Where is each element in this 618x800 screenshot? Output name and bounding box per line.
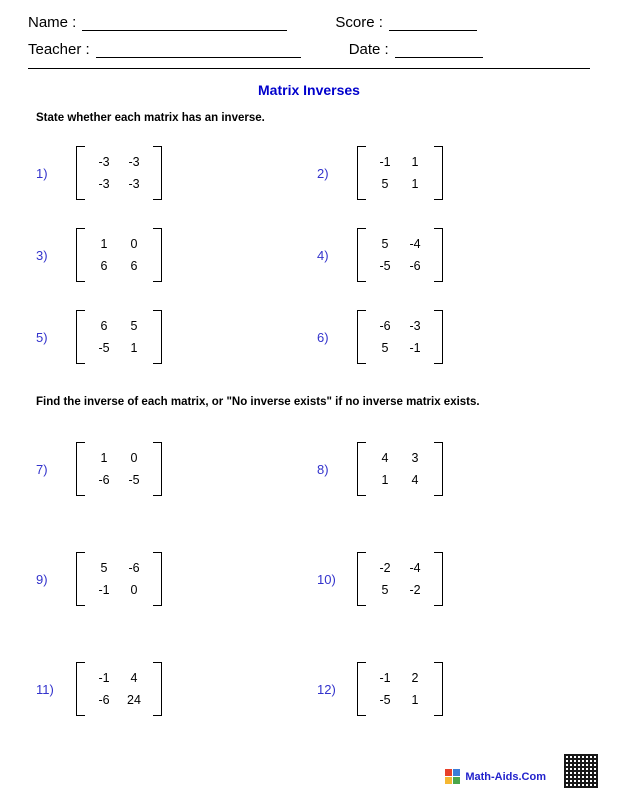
matrix-cell: -1 <box>98 583 110 597</box>
matrix <box>357 552 443 606</box>
bracket-left-icon <box>76 442 85 496</box>
matrix <box>357 310 443 364</box>
score-label: Score : <box>335 14 383 31</box>
matrix-row <box>89 233 149 255</box>
bracket-right-icon <box>434 662 443 716</box>
problem-12 <box>309 634 590 744</box>
bracket-left-icon <box>357 228 366 282</box>
bracket-right-icon <box>153 310 162 364</box>
matrix-cell: 6 <box>130 259 138 273</box>
matrix-row <box>370 469 430 491</box>
problem-number: 1) <box>36 165 48 181</box>
matrix-cell: 4 <box>381 451 389 465</box>
matrix-cell: 1 <box>130 341 138 355</box>
page-title: Matrix Inverses <box>258 82 360 98</box>
matrix-row <box>89 579 149 601</box>
matrix-cell: 5 <box>381 341 389 355</box>
problem-number: 11) <box>36 681 54 697</box>
name-label: Name : <box>28 14 77 31</box>
bracket-left-icon <box>357 442 366 496</box>
matrix-cell: 1 <box>411 177 419 191</box>
matrix-cell: 5 <box>381 237 389 251</box>
problem-9 <box>28 524 309 634</box>
problem-number: 5) <box>36 329 48 345</box>
matrix-cell: -3 <box>128 177 140 191</box>
problem-number: 10) <box>317 571 336 587</box>
matrix-body <box>366 552 434 606</box>
brand-link[interactable] <box>445 769 546 784</box>
matrix-cell: -1 <box>379 671 391 685</box>
matrix-row <box>89 255 149 277</box>
bracket-left-icon <box>357 552 366 606</box>
bracket-left-icon <box>76 552 85 606</box>
matrix-body <box>85 552 153 606</box>
matrix <box>76 442 162 496</box>
bracket-left-icon <box>357 310 366 364</box>
matrix-body <box>366 662 434 716</box>
matrix-cell: 1 <box>411 693 419 707</box>
problem-8 <box>309 414 590 524</box>
problem-number: 4) <box>317 247 329 263</box>
matrix <box>357 662 443 716</box>
matrix-cell: -1 <box>409 341 421 355</box>
matrix-body <box>366 442 434 496</box>
matrix <box>76 228 162 282</box>
math-aids-logo-icon <box>445 769 460 784</box>
name-input[interactable] <box>82 16 287 31</box>
matrix-cell: 6 <box>100 319 108 333</box>
matrix-cell: 5 <box>100 561 108 575</box>
matrix-cell: 4 <box>411 473 419 487</box>
matrix-cell: 1 <box>411 155 419 169</box>
matrix-cell: 5 <box>381 177 389 191</box>
matrix-row <box>89 667 149 689</box>
matrix-cell: 1 <box>100 451 108 465</box>
matrix-cell: -5 <box>379 259 391 273</box>
problem-1 <box>28 132 309 214</box>
matrix-cell: -6 <box>409 259 421 273</box>
bracket-right-icon <box>153 552 162 606</box>
matrix-cell: -1 <box>98 671 110 685</box>
problem-7 <box>28 414 309 524</box>
matrix-cell: -6 <box>98 473 110 487</box>
matrix-row <box>89 315 149 337</box>
matrix-cell: -4 <box>409 561 421 575</box>
qr-code-icon <box>564 754 598 788</box>
matrix-row <box>370 151 430 173</box>
matrix-body <box>85 146 153 200</box>
matrix-cell: -2 <box>409 583 421 597</box>
matrix-cell: 5 <box>130 319 138 333</box>
matrix-row <box>370 233 430 255</box>
matrix <box>76 552 162 606</box>
matrix-body <box>85 662 153 716</box>
matrix-cell: -3 <box>128 155 140 169</box>
worksheet-header <box>28 0 590 69</box>
matrix-row <box>89 557 149 579</box>
matrix-cell: -6 <box>128 561 140 575</box>
bracket-left-icon <box>76 146 85 200</box>
problem-number: 7) <box>36 461 48 477</box>
header-divider <box>28 68 590 69</box>
instructions-section-2: Find the inverse of each matrix, or "No inverse exists" if no inverse matrix exists. <box>36 396 480 408</box>
matrix-row <box>89 173 149 195</box>
problem-4 <box>309 214 590 296</box>
bracket-right-icon <box>153 662 162 716</box>
matrix <box>76 146 162 200</box>
matrix-cell: 24 <box>127 693 141 707</box>
bracket-right-icon <box>434 146 443 200</box>
bracket-left-icon <box>76 228 85 282</box>
matrix <box>76 310 162 364</box>
date-label: Date : <box>348 41 389 58</box>
matrix-cell: -6 <box>379 319 391 333</box>
matrix-row <box>370 689 430 711</box>
problem-number: 6) <box>317 329 329 345</box>
matrix-row <box>370 315 430 337</box>
problem-6 <box>309 296 590 378</box>
matrix-cell: -5 <box>128 473 140 487</box>
matrix-row <box>370 579 430 601</box>
matrix-cell: -5 <box>98 341 110 355</box>
matrix-cell: -1 <box>379 155 391 169</box>
matrix-row <box>370 557 430 579</box>
problem-number: 2) <box>317 165 329 181</box>
matrix <box>357 442 443 496</box>
matrix-cell: 0 <box>130 237 138 251</box>
matrix-row <box>370 255 430 277</box>
matrix-cell: -4 <box>409 237 421 251</box>
bracket-left-icon <box>76 662 85 716</box>
bracket-left-icon <box>76 310 85 364</box>
problem-11 <box>28 634 309 744</box>
teacher-label: Teacher : <box>28 41 90 58</box>
problem-5 <box>28 296 309 378</box>
matrix-cell: -6 <box>98 693 110 707</box>
matrix-body <box>85 228 153 282</box>
problem-number: 3) <box>36 247 48 263</box>
problem-grid-section-2 <box>28 414 590 744</box>
matrix-body <box>366 228 434 282</box>
date-input[interactable] <box>395 43 483 58</box>
problem-2 <box>309 132 590 214</box>
matrix-cell: 2 <box>411 671 419 685</box>
bracket-right-icon <box>434 310 443 364</box>
instructions-section-1: State whether each matrix has an inverse. <box>36 112 265 124</box>
teacher-input[interactable] <box>96 43 301 58</box>
matrix-cell: 1 <box>100 237 108 251</box>
worksheet-footer <box>0 752 618 788</box>
matrix <box>357 228 443 282</box>
bracket-right-icon <box>434 442 443 496</box>
score-input[interactable] <box>389 16 477 31</box>
matrix-row <box>89 689 149 711</box>
matrix-cell: -3 <box>409 319 421 333</box>
matrix-cell: -2 <box>379 561 391 575</box>
bracket-right-icon <box>434 552 443 606</box>
header-row-name <box>28 14 590 31</box>
matrix-row <box>89 151 149 173</box>
matrix-body <box>85 442 153 496</box>
matrix-cell: -5 <box>379 693 391 707</box>
problem-number: 12) <box>317 681 336 697</box>
header-row-teacher <box>28 41 590 58</box>
matrix-cell: 3 <box>411 451 419 465</box>
bracket-right-icon <box>153 228 162 282</box>
matrix-cell: 5 <box>381 583 389 597</box>
matrix-cell: 4 <box>130 671 138 685</box>
matrix-row <box>370 337 430 359</box>
bracket-right-icon <box>153 146 162 200</box>
problem-10 <box>309 524 590 634</box>
problem-number: 8) <box>317 461 329 477</box>
matrix-cell: 0 <box>130 451 138 465</box>
bracket-right-icon <box>153 442 162 496</box>
matrix-body <box>366 146 434 200</box>
matrix-cell: 6 <box>100 259 108 273</box>
problem-grid-section-1 <box>28 132 590 378</box>
matrix-row <box>370 667 430 689</box>
matrix <box>76 662 162 716</box>
bracket-left-icon <box>357 662 366 716</box>
matrix-cell: -3 <box>98 177 110 191</box>
matrix-cell: -3 <box>98 155 110 169</box>
brand-label: Math-Aids.Com <box>465 770 546 783</box>
problem-number: 9) <box>36 571 48 587</box>
matrix-row <box>370 173 430 195</box>
matrix-row <box>89 469 149 491</box>
matrix-body <box>85 310 153 364</box>
bracket-right-icon <box>434 228 443 282</box>
matrix-row <box>89 337 149 359</box>
matrix-body <box>366 310 434 364</box>
matrix-cell: 1 <box>381 473 389 487</box>
matrix-cell: 0 <box>130 583 138 597</box>
matrix-row <box>89 447 149 469</box>
bracket-left-icon <box>357 146 366 200</box>
problem-3 <box>28 214 309 296</box>
matrix-row <box>370 447 430 469</box>
matrix <box>357 146 443 200</box>
